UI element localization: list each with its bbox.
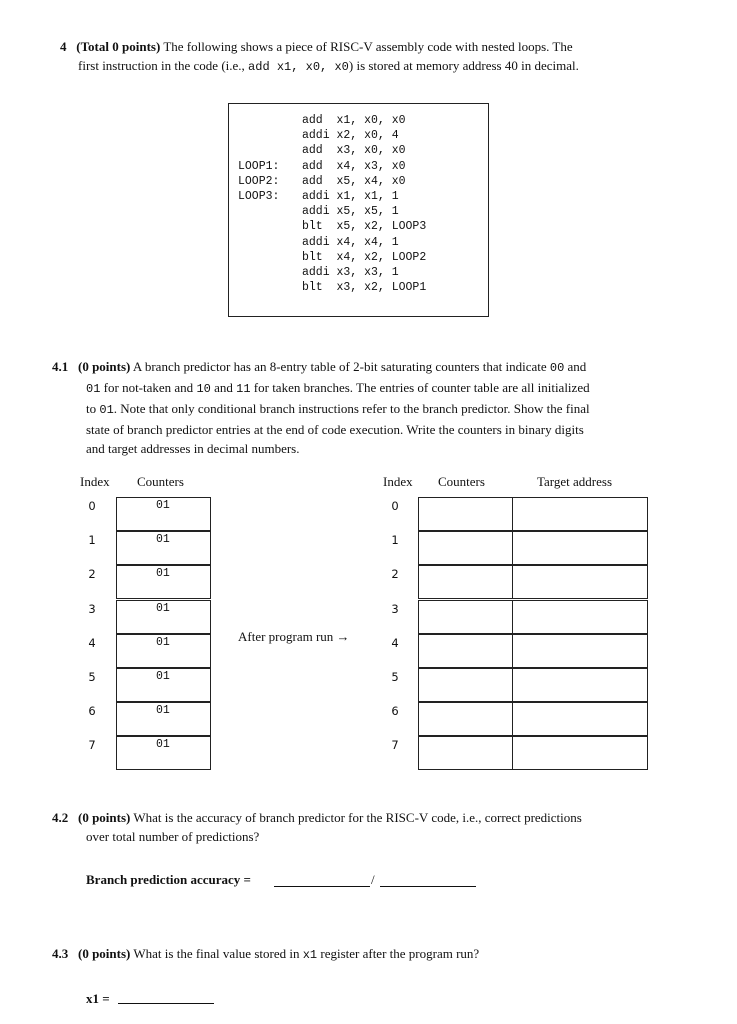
code-instruction: blt x3, x2, LOOP1 <box>302 281 427 295</box>
code-instruction: blt x5, x2, LOOP3 <box>302 220 427 234</box>
left-counter-value: 01 <box>156 635 170 649</box>
right-target-blank[interactable] <box>512 600 648 634</box>
code-line <box>229 265 490 280</box>
right-counter-blank[interactable] <box>418 668 513 702</box>
right-target-header: Target address <box>537 474 613 489</box>
right-target-blank[interactable] <box>512 565 648 599</box>
accuracy-answer-row <box>86 870 251 889</box>
right-target-blank[interactable] <box>512 531 648 565</box>
x1-answer-row <box>86 989 110 1008</box>
q41-code-11: 11 <box>236 382 251 396</box>
right-target-blank[interactable] <box>512 736 648 770</box>
right-counter-blank[interactable] <box>418 497 513 531</box>
q4-text1: The following shows a piece of RISC-V assembly code with nested loops. The <box>163 39 573 54</box>
left-counters-header: Counters <box>137 474 184 489</box>
left-counter-value: 01 <box>156 567 170 581</box>
code-line <box>229 204 490 219</box>
left-counter-cell <box>116 736 211 770</box>
q42-block <box>52 808 692 846</box>
q4-line2 <box>78 56 579 77</box>
left-index-number: 2 <box>88 567 96 582</box>
left-index-number: 1 <box>88 533 96 548</box>
left-counter-value: 01 <box>156 533 170 547</box>
left-counter-cell <box>116 497 211 531</box>
code-line <box>229 189 490 204</box>
left-counter-value: 01 <box>156 601 170 615</box>
left-index-number: 4 <box>88 635 96 650</box>
code-instruction: blt x4, x2, LOOP2 <box>302 250 427 264</box>
left-counter-cell <box>116 531 211 565</box>
left-counter-cell <box>116 600 211 634</box>
left-index-number: 6 <box>88 704 96 719</box>
q41-text2c: for taken branches. The entries of counter table are all initialized <box>253 380 590 395</box>
right-index-number: 0 <box>391 499 399 513</box>
q41-text4: state of branch predictor entries at the end of code execution. Write the counters in binary digits <box>86 422 584 437</box>
q41-number: 4.1 <box>52 359 69 374</box>
right-counter-blank[interactable] <box>418 634 513 668</box>
code-line <box>229 113 490 128</box>
right-counter-blank[interactable] <box>418 531 513 565</box>
q41-text2b: and <box>214 380 233 395</box>
code-instruction: add x4, x3, x0 <box>302 159 406 173</box>
code-label: LOOP3: <box>238 190 280 203</box>
q41-code-10: 10 <box>196 382 211 396</box>
q43-text-b: register after the program run? <box>320 946 480 961</box>
q41-text3a: to <box>86 401 97 416</box>
left-counter-cell <box>116 668 211 702</box>
accuracy-denominator-blank[interactable] <box>380 886 476 887</box>
right-index-number: 4 <box>391 635 399 650</box>
q42-points: (0 points) <box>78 810 131 825</box>
right-counter-blank[interactable] <box>418 736 513 770</box>
right-index-number: 7 <box>391 738 399 753</box>
q43-block <box>52 944 479 965</box>
left-counter-value: 01 <box>156 738 170 752</box>
q42-text2: over total number of predictions? <box>86 829 260 844</box>
code-line <box>229 174 490 189</box>
q41-text1: A branch predictor has an 8-entry table of 2-bit saturating counters that indicate <box>132 359 547 374</box>
q41-code-01: 01 <box>86 382 101 396</box>
q4-number: 4 <box>60 39 67 54</box>
right-counter-blank[interactable] <box>418 565 513 599</box>
accuracy-label: Branch prediction accuracy = <box>86 872 251 887</box>
right-target-blank[interactable] <box>512 702 648 736</box>
q4-text2b: ) is stored at memory address 40 in decimal. <box>348 58 579 73</box>
code-instruction: addi x4, x4, 1 <box>302 235 399 249</box>
q41-points: (0 points) <box>78 359 131 374</box>
q4-inline-code: add x1, x0, x0 <box>248 60 349 74</box>
code-line <box>229 250 490 265</box>
right-index-number: 5 <box>391 670 399 684</box>
q41-code-01b: 01 <box>99 403 114 417</box>
q41-text3b: . Note that only conditional branch instructions refer to the branch predictor. Show the final <box>113 401 590 416</box>
code-line <box>229 128 490 143</box>
q4-points: (Total 0 points) <box>76 39 161 54</box>
left-counter-value: 01 <box>156 704 170 718</box>
code-line <box>229 280 490 295</box>
right-target-blank[interactable] <box>512 634 648 668</box>
code-line <box>229 235 490 250</box>
code-line <box>229 219 490 234</box>
left-counter-cell <box>116 565 211 599</box>
code-instruction: add x3, x0, x0 <box>302 144 406 158</box>
q4-line1 <box>60 37 573 56</box>
x1-answer-blank[interactable] <box>118 1003 214 1004</box>
left-counter-value: 01 <box>156 670 170 683</box>
left-counter-cell <box>116 634 211 668</box>
code-instruction: addi x1, x1, 1 <box>302 190 399 203</box>
q42-number: 4.2 <box>52 810 69 825</box>
right-target-blank[interactable] <box>512 497 648 531</box>
right-index-number: 1 <box>391 533 399 548</box>
q43-text-a: What is the final value stored in <box>133 946 300 961</box>
left-counter-cell <box>116 702 211 736</box>
x1-label: x1 = <box>86 991 110 1006</box>
left-counter-value: 01 <box>156 499 170 512</box>
right-counters-header: Counters <box>438 474 485 489</box>
right-index-number: 6 <box>391 704 399 719</box>
code-line <box>229 143 490 158</box>
left-index-header: Index <box>80 474 110 489</box>
after-program-run-label: After program run → <box>238 629 350 644</box>
q43-code-x1: x1 <box>302 948 318 962</box>
q41-text2a: for not-taken and <box>103 380 194 395</box>
code-instruction: addi x5, x5, 1 <box>302 205 399 219</box>
code-instruction: add x5, x4, x0 <box>302 174 406 188</box>
left-index-number: 0 <box>88 499 96 513</box>
left-index-number: 3 <box>88 601 96 616</box>
q41-code-00: 00 <box>549 361 565 375</box>
accuracy-slash: / <box>371 872 375 887</box>
q41-text5: and target addresses in decimal numbers. <box>86 441 300 456</box>
code-label: LOOP2: <box>238 174 280 188</box>
left-index-number: 5 <box>88 670 96 684</box>
accuracy-numerator-blank[interactable] <box>274 886 370 887</box>
right-counter-blank[interactable] <box>418 600 513 634</box>
q4-text2a: first instruction in the code (i.e., <box>78 58 245 73</box>
code-line <box>229 159 490 174</box>
right-index-number: 3 <box>391 601 399 616</box>
q43-points: (0 points) <box>78 946 131 961</box>
q42-text1: What is the accuracy of branch predictor for the RISC-V code, i.e., correct predictions <box>133 810 582 825</box>
q43-number: 4.3 <box>52 946 69 961</box>
right-target-blank[interactable] <box>512 668 648 702</box>
right-counter-blank[interactable] <box>418 702 513 736</box>
code-instruction: addi x3, x3, 1 <box>302 266 399 279</box>
q41-text1-end: and <box>567 359 587 374</box>
right-index-header: Index <box>383 474 413 489</box>
right-index-number: 2 <box>391 567 399 582</box>
code-instruction: addi x2, x0, 4 <box>302 129 399 143</box>
q41-block <box>52 357 692 458</box>
assembly-code-box <box>228 103 489 317</box>
left-index-number: 7 <box>88 738 96 753</box>
code-instruction: add x1, x0, x0 <box>302 114 406 127</box>
code-label: LOOP1: <box>238 159 280 173</box>
